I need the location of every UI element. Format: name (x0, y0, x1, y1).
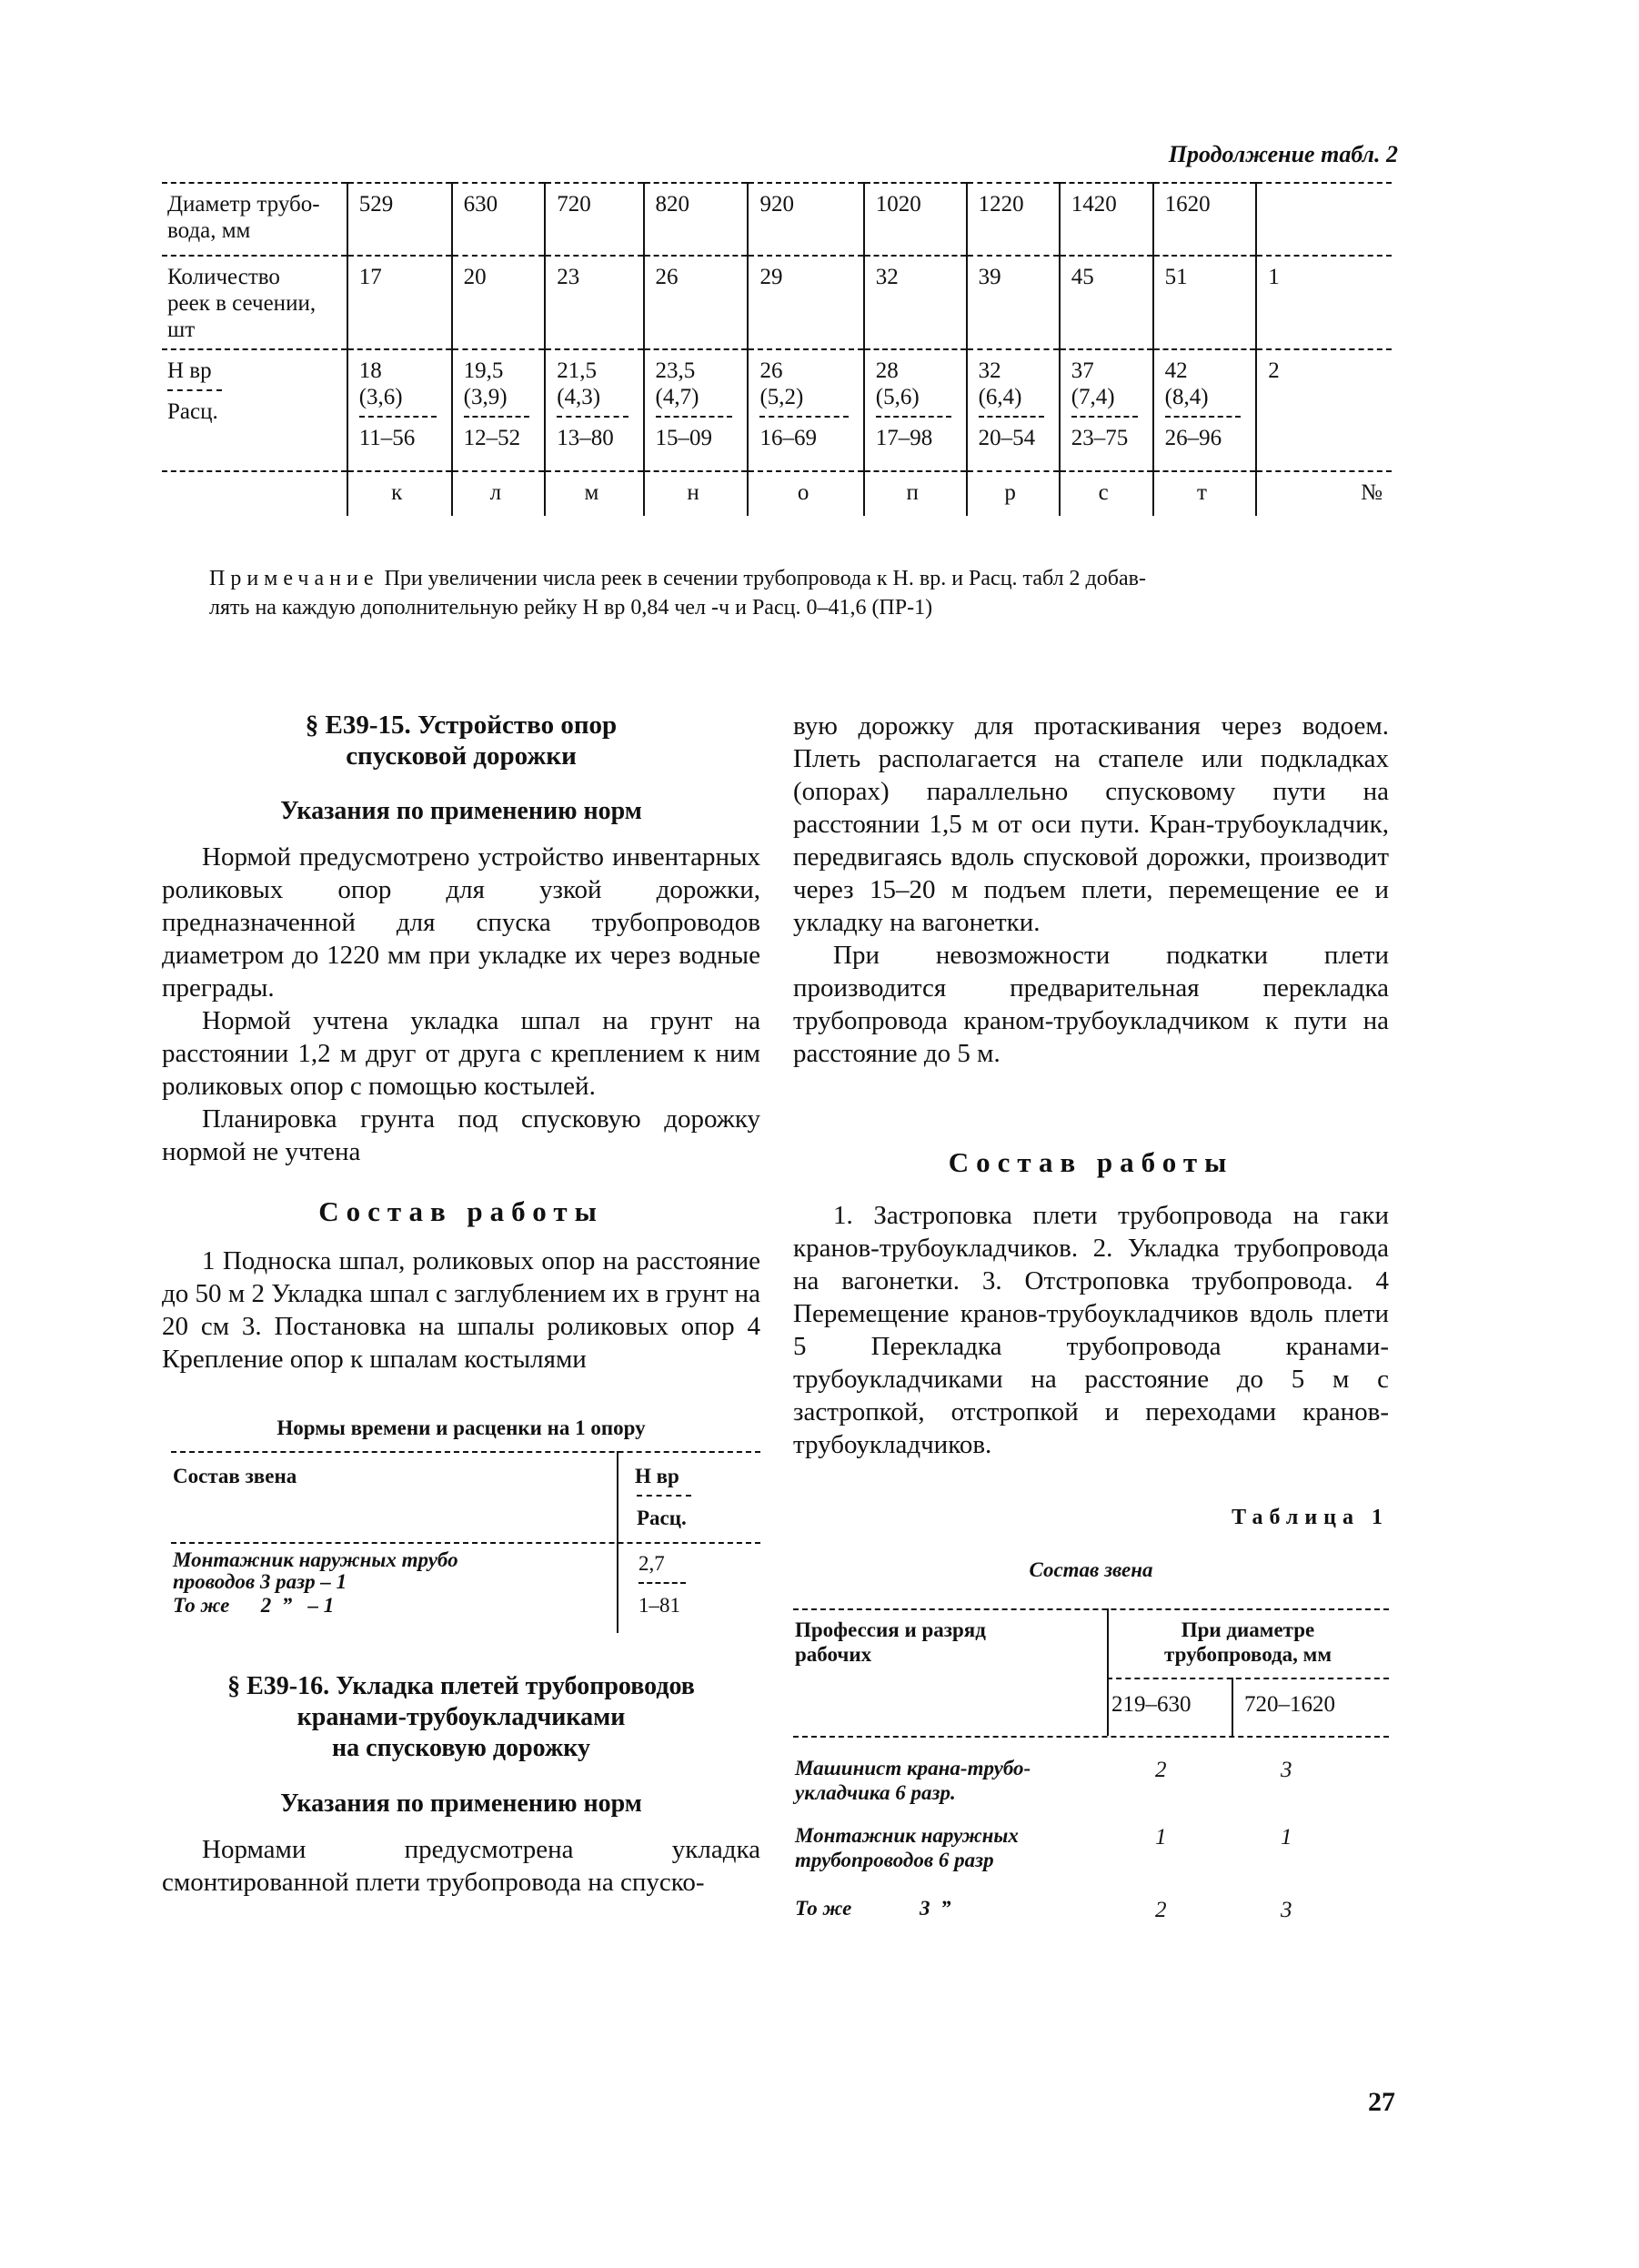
norm-head-rasc: Расц. (637, 1507, 687, 1529)
table-cell: 19,5 (3,9) 12–52 (452, 349, 546, 471)
paragraph: вую дорожку для протаскивания через водоем. Плеть располагается на стапеле или подкладках (опорах) параллельно спусковому пути на расстоянии 1,5 м от оси пути. Кран-трубоукладчик, передвигаясь вдоль спусковой дорожки, производит через 15–20 м подъем плети, перемещение ее и укладку на вагонетки. (793, 711, 1389, 937)
table-cell: 32 (864, 256, 967, 349)
page-number: 27 (1368, 2087, 1395, 2117)
table-cell: 23,5 (4,7) 15–09 (644, 349, 749, 471)
table-cell: 630 (452, 183, 546, 256)
work-title: Состав работы (318, 1195, 604, 1227)
norm-table-title: Нормы времени и расценки на 1 опору (277, 1416, 646, 1439)
table-cell: 20 (452, 256, 546, 349)
table-cell: 920 (748, 183, 863, 256)
norm-head-nvr: Н вр (635, 1465, 679, 1487)
table-cell (1256, 183, 1392, 256)
crew-table (793, 1608, 1389, 1991)
right-column (793, 710, 1389, 1991)
table-note (209, 564, 1401, 622)
paragraph: Нормой учтена укладка шпал на грунт на расстоянии 1,2 м друг от друга с креплением к ним роликовых опор с помощью костылей. (162, 1006, 760, 1101)
nvr-label: Н вр (167, 358, 212, 383)
table-cell: 37 (7,4) 23–75 (1060, 349, 1153, 471)
table-row (162, 471, 1392, 516)
crew-col-219-630: 219–630 (1111, 1692, 1192, 1717)
crew-row-value: 3 (1281, 1758, 1292, 1782)
table-cell (162, 349, 347, 471)
rate-label: Расц. (167, 399, 218, 424)
table-cell: 28 (5,6) 17–98 (864, 349, 967, 471)
table-row (162, 349, 1392, 471)
note-label: Примечание (209, 567, 379, 590)
table-cell (162, 471, 347, 516)
table-cell: 720 (545, 183, 643, 256)
crew-row-name: То же 3 ” (795, 1897, 951, 1920)
paragraph: 1 Подноска шпал, роликовых опор на расстояние до 50 м 2 Укладка шпал с заглублением их в грунт на 20 см 3. Постановка на шпалы роликовых опор 4 Крепление опор к шпалам костылями (162, 1246, 760, 1374)
note-text: При увеличении числа реек в сечении трубопровода к Н. вр. и Расц. табл 2 добав- лять на каждую дополнительную рейку Н вр 0,84 чел -ч и Расц. 0–41,6 (ПР-1) (209, 567, 1146, 620)
table-cell: о (748, 471, 863, 516)
table-cell: 1 (1256, 256, 1392, 349)
table-cell: 1020 (864, 183, 967, 256)
table-cell: 32 (6,4) 20–54 (967, 349, 1060, 471)
table-row (162, 183, 1392, 256)
crew-row-value: 3 (1281, 1898, 1292, 1922)
crew-head-left: Профессия и разряд рабочих (795, 1618, 986, 1666)
section-subtitle: Указания по применению норм (280, 1789, 642, 1818)
section-title-e39-16: § Е39-16. Укладка плетей трубопроводов кранами-трубоукладчиками на спусковую дорожку (227, 1672, 695, 1762)
table-cell: 820 (644, 183, 749, 256)
norm-head-left: Состав звена (173, 1465, 297, 1487)
table-cell: с (1060, 471, 1153, 516)
table-cell: 2 (1256, 349, 1392, 471)
crew-row-value: 1 (1155, 1825, 1167, 1850)
table-row (162, 256, 1392, 349)
crew-row-name: Монтажник наружных трубопроводов 6 разр (795, 1824, 1019, 1871)
crew-head-right: При диаметре трубопровода, мм (1164, 1618, 1332, 1666)
table-1-caption: Состав звена (1029, 1558, 1153, 1581)
table-cell: 1620 (1153, 183, 1257, 256)
table-cell: 39 (967, 256, 1060, 349)
norm-row-1: Монтажник наружных трубо проводов 3 разр – 1 (173, 1548, 458, 1593)
table-cell: т (1153, 471, 1257, 516)
table-cell: 26 (644, 256, 749, 349)
norm-table (162, 1451, 760, 1651)
left-column (162, 710, 760, 1899)
table-cell: 18 (3,6) 11–56 (347, 349, 452, 471)
crew-row-value: 2 (1155, 1898, 1167, 1922)
table-cell: 29 (748, 256, 863, 349)
table-cell: м (545, 471, 643, 516)
table-cell: 17 (347, 256, 452, 349)
norm-value-rasc: 1–81 (639, 1594, 680, 1617)
pipe-diameter-table (162, 182, 1392, 516)
table-cell: 26 (5,2) 16–69 (748, 349, 863, 471)
table-cell: 1420 (1060, 183, 1153, 256)
paragraph: Нормой предусмотрено устройство инвентарных роликовых опор для узкой дорожки, предназначенной для спуска трубопроводов диаметром до 1220 мм при укладке их через водные преграды. (162, 842, 760, 1003)
table-cell: п (864, 471, 967, 516)
paragraph: Нормами предусмотрена укладка смонтированной плети трубопровода на спуско- (162, 1835, 760, 1897)
table-cell: 1220 (967, 183, 1060, 256)
paragraph: 1. Застроповка плети трубопровода на гаки кранов-трубоукладчиков. 2. Укладка трубопровода на вагонетки. 3. Отстроповка трубопровода. 4 Перемещение кранов-трубоукладчиков вдоль плети 5 Перекладка трубопровода кранами-трубоукладчиками на расстояние до 5 м с застропкой, отстропкой и переходами кранов-трубоукладчиков. (793, 1201, 1389, 1459)
table-cell: 45 (1060, 256, 1153, 349)
table-cell: н (644, 471, 749, 516)
paragraph: При невозможности подкатки плети производится предварительная перекладка трубопровода краном-трубоукладчиком к пути на расстояние до 5 м. (793, 941, 1389, 1068)
table-cell: 42 (8,4) 26–96 (1153, 349, 1257, 471)
table-continuation-label: Продолжение табл. 2 (1168, 141, 1398, 167)
crew-col-720-1620: 720–1620 (1244, 1692, 1335, 1717)
crew-row-value: 2 (1155, 1758, 1167, 1782)
table-1-label: Таблица 1 (1232, 1506, 1389, 1529)
work-title: Состав работы (948, 1146, 1234, 1178)
table-cell: № (1361, 480, 1383, 505)
table-cell: р (967, 471, 1060, 516)
crew-row-name: Машинист крана-трубо- укладчика 6 разр. (795, 1757, 1031, 1804)
table-cell: 21,5 (4,3) 13–80 (545, 349, 643, 471)
table-cell: 23 (545, 256, 643, 349)
table-cell: л (452, 471, 546, 516)
table-cell: Диаметр трубо- вода, мм (162, 183, 347, 256)
table-cell: к (347, 471, 452, 516)
paragraph: Планировка грунта под спусковую дорожку нормой не учтена (162, 1104, 760, 1166)
section-subtitle: Указания по применению норм (280, 797, 642, 825)
norm-row-2: То же 2 ” – 1 (173, 1594, 335, 1617)
crew-row-value: 1 (1281, 1825, 1292, 1850)
section-title-e39-15: § Е39-15. Устройство опор спусковой дорожки (305, 711, 618, 771)
table-cell: Количество реек в сечении, шт (162, 256, 347, 349)
table-cell: 529 (347, 183, 452, 256)
table-cell: 51 (1153, 256, 1257, 349)
norm-value-nvr: 2,7 (639, 1552, 665, 1575)
